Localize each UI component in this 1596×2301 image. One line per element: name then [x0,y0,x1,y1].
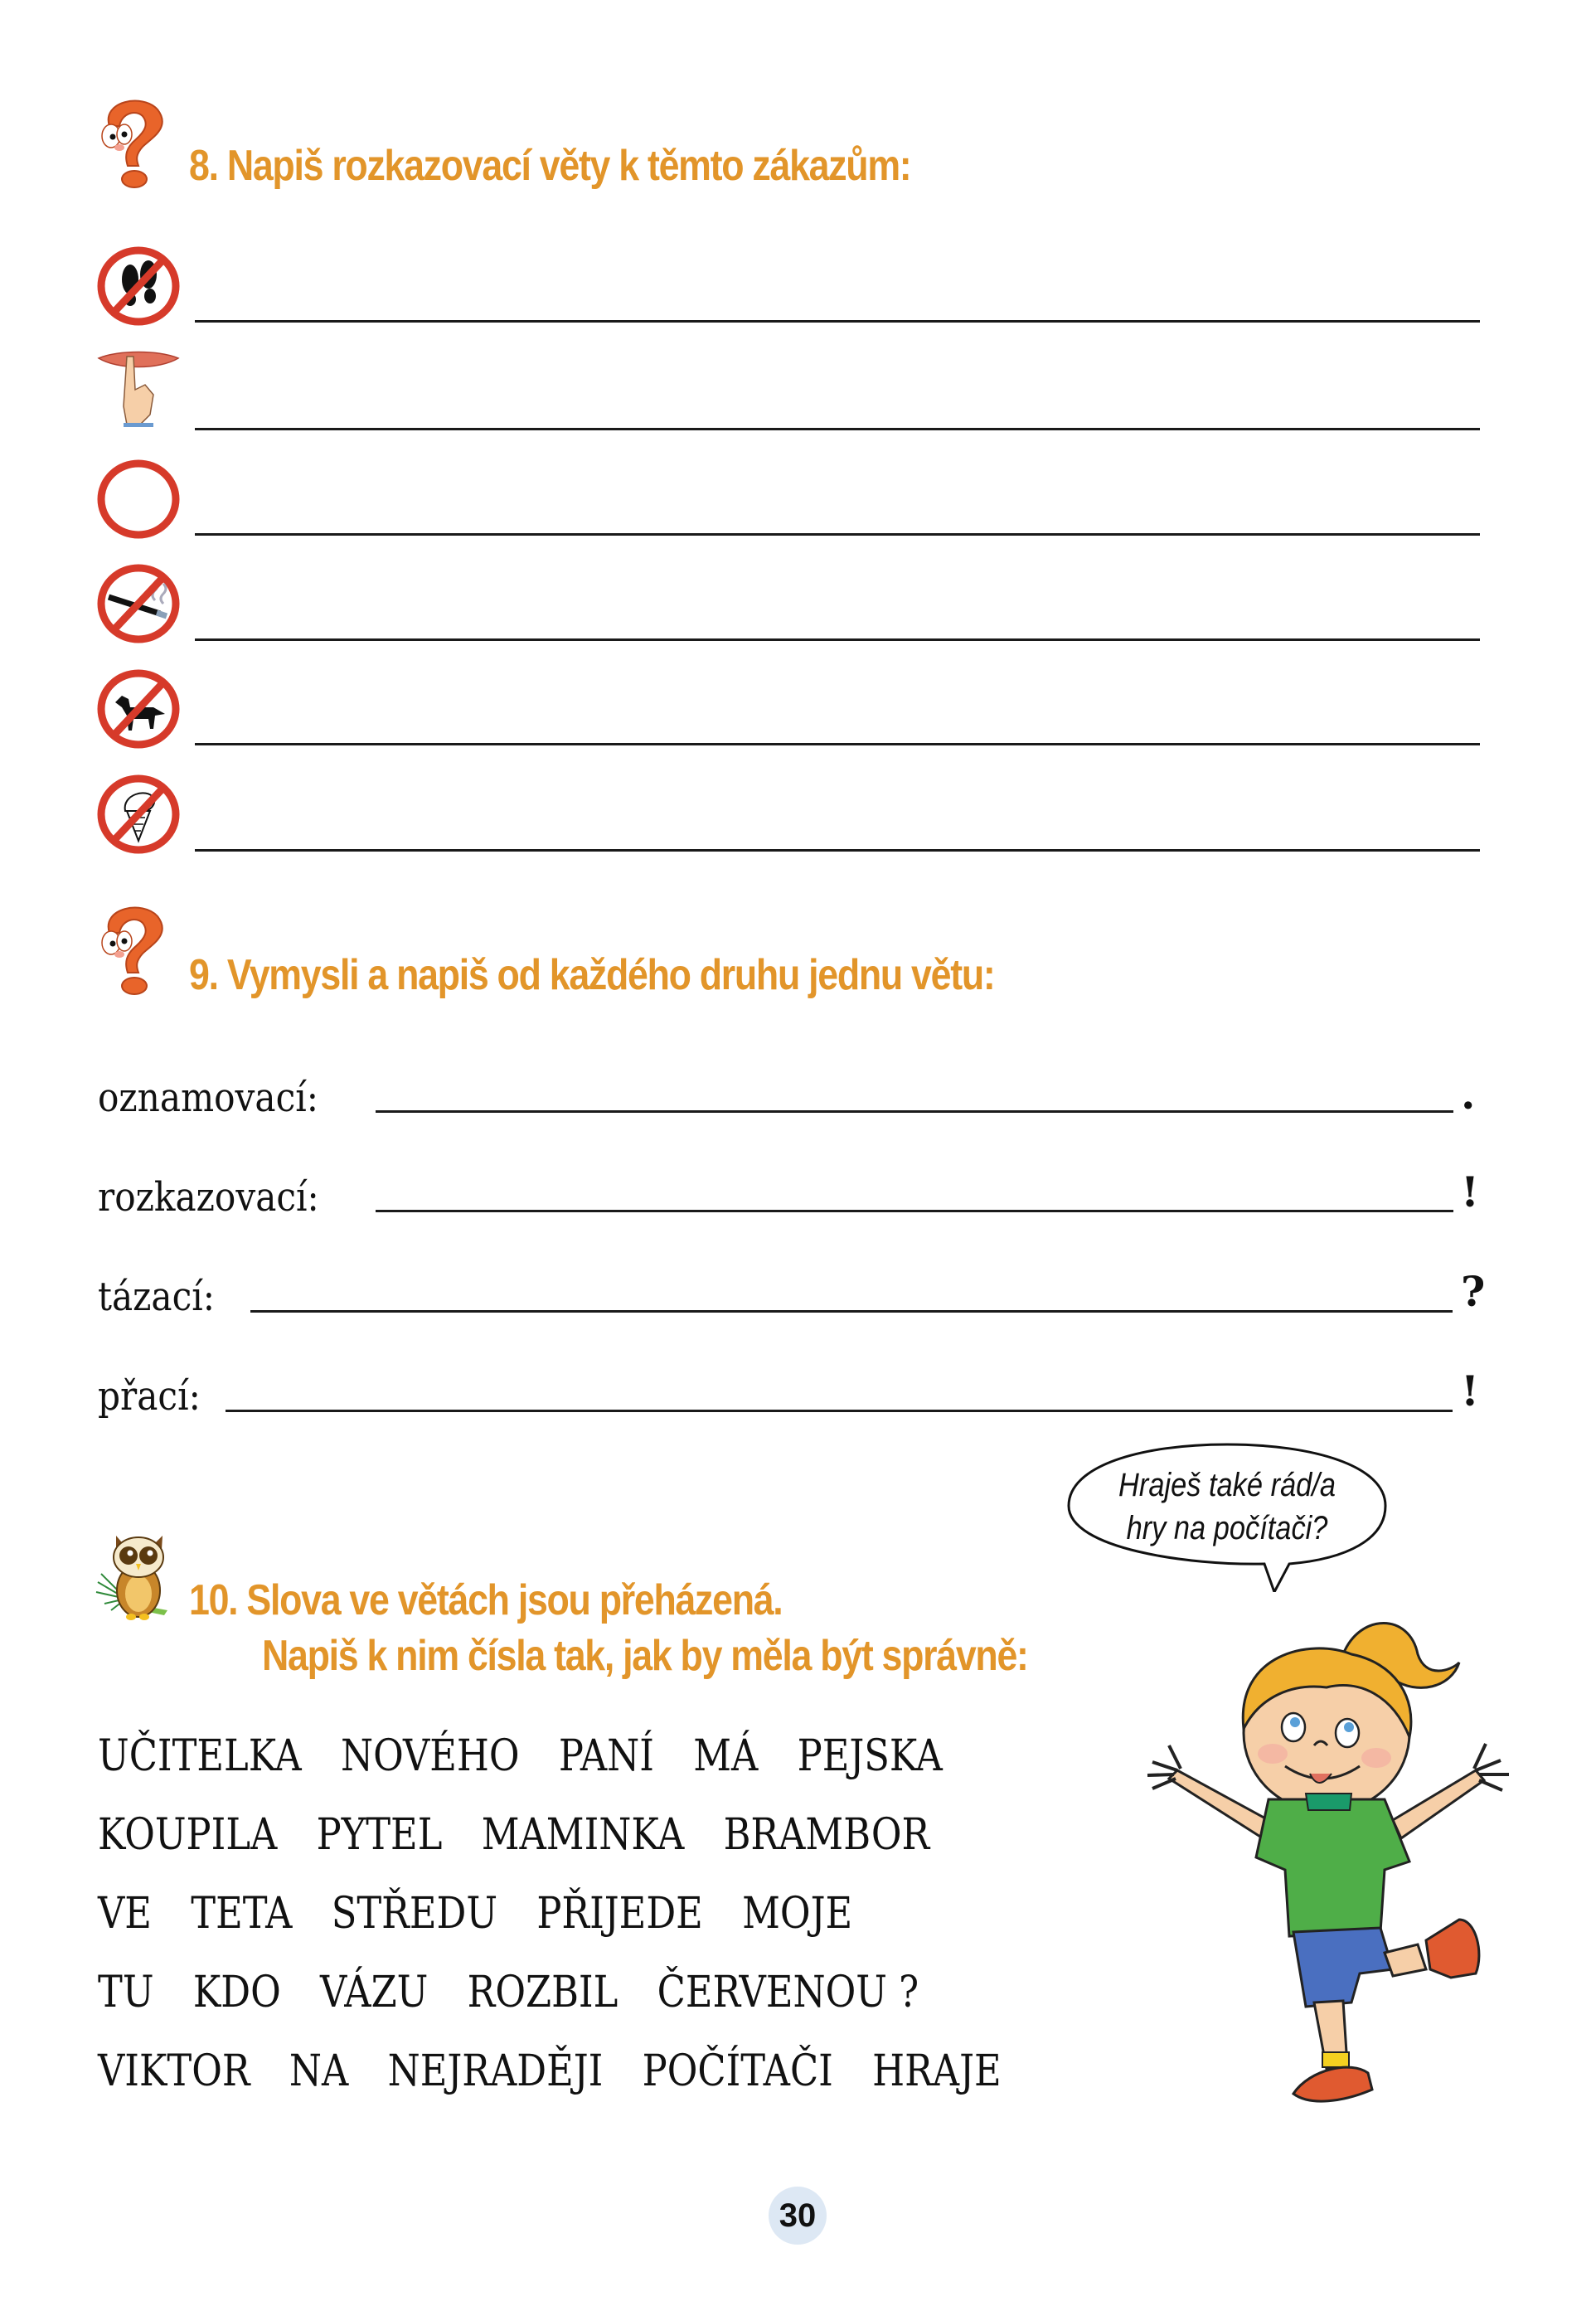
question-mark-mascot-icon [93,93,172,191]
word: KDO [192,1968,281,2017]
word: NOVÉHO [340,1731,520,1781]
scrambled-sentence-1 [98,1731,982,1781]
scrambled-sentence-2 [98,1810,969,1860]
answer-line-1[interactable] [195,320,1480,323]
no-walking-footprints-icon [97,245,180,328]
answer-line-2[interactable] [195,428,1480,430]
word: HRAJE [872,2046,1002,2096]
word: BRAMBOR [723,1810,930,1860]
sentence-end-mark: ! [1461,1367,1479,1415]
answer-line-tazaci[interactable] [250,1310,1453,1313]
exercise-10-title-line1: 10. Slova ve větách jsou přeházená. [189,1576,783,1624]
word: PANÍ [558,1731,654,1781]
word: TU [98,1968,154,2017]
word: MÁ [693,1731,759,1781]
answer-line-6[interactable] [195,849,1480,852]
scrambled-sentence-5 [98,2046,1041,2096]
word: POČÍTAČI [642,2046,833,2096]
question-mark-mascot-icon [93,900,172,998]
word: PEJSKA [797,1731,943,1781]
word: UČITELKA [98,1731,302,1781]
scrambled-sentence-4 [98,1968,958,2017]
answer-line-praci[interactable] [226,1410,1453,1412]
no-ice-cream-icon [97,773,180,856]
sentence-type-label: tázací: [98,1274,215,1320]
finger-on-lips-silence-icon [97,348,180,431]
answer-line-oznamovaci[interactable] [376,1110,1453,1113]
speech-bubble-text [1088,1464,1366,1550]
answer-line-5[interactable] [195,743,1480,745]
exercise-9-title: 9. Vymysli a napiš od každého druhu jednu větu: [189,951,995,999]
answer-line-4[interactable] [195,638,1480,641]
sentence-end-mark: ? [1461,1267,1486,1316]
word: TETA [191,1889,293,1939]
owl-mascot-icon [93,1524,176,1624]
sentence-type-label: oznamovací: [98,1075,319,1121]
answer-line-rozkazovaci[interactable] [376,1210,1453,1212]
no-entry-empty-circle-icon [97,458,180,541]
answer-line-3[interactable] [195,533,1480,536]
word: MAMINKA [481,1810,685,1860]
exercise-10-title-line2: Napiš k nim čísla tak, jak by měla být správně: [262,1632,1028,1680]
word: VE [98,1889,152,1939]
word: NA [289,2046,349,2096]
word: PŘIJEDE [536,1889,703,1939]
word: VÁZU [320,1968,429,2017]
word: MOJE [742,1889,853,1939]
page-number: 30 [779,2197,817,2234]
sentence-type-label: rozkazovací: [98,1174,319,1221]
word: ČERVENOU ? [657,1968,919,2017]
girl-illustration-icon [1144,1604,1517,2119]
speech-bubble-line-2: hry na počítači? [1126,1510,1328,1546]
no-smoking-icon [97,562,180,645]
sentence-end-mark: . [1461,1070,1476,1119]
word: NEJRADĚJI [387,2046,604,2096]
exercise-8-title: 8. Napiš rozkazovací věty k těmto zákazům: [189,142,911,190]
word: PYTEL [316,1810,443,1860]
speech-bubble-line-1: Hraješ také rád/a [1118,1467,1336,1503]
sentence-end-mark: ! [1461,1167,1479,1216]
scrambled-sentence-3 [98,1889,891,1939]
word: ROZBIL [467,1968,619,2017]
word: STŘEDU [331,1889,498,1939]
sentence-type-label: přací: [98,1373,201,1420]
word: VIKTOR [98,2046,250,2096]
word: KOUPILA [98,1810,278,1860]
no-dogs-icon [97,667,180,750]
